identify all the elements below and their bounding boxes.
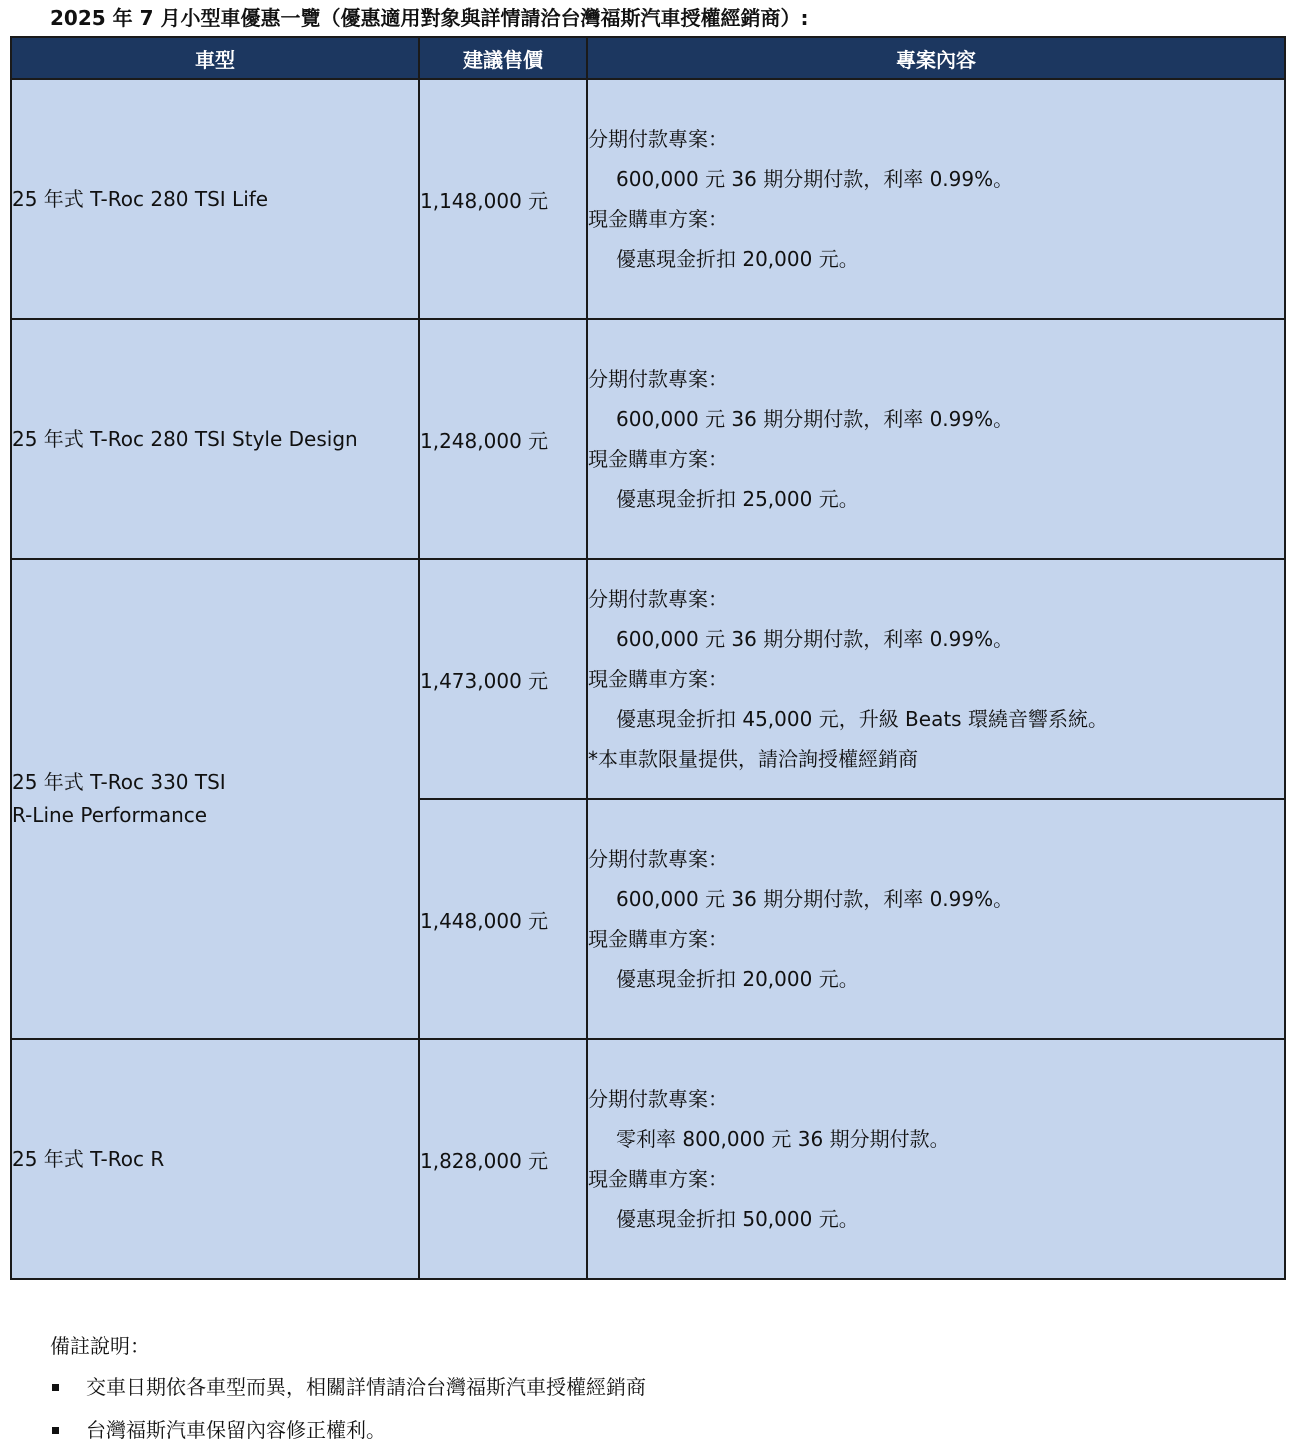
content-line: 600,000 元 36 期分期付款，利率 0.99%。	[616, 407, 1014, 431]
remark-text: 台灣福斯汽車保留內容修正權利。	[86, 1418, 386, 1442]
content-note: *本車款限量提供，請洽詢授權經銷商	[588, 747, 918, 771]
content-line: 分期付款專案：	[588, 367, 728, 391]
table-row	[11, 559, 1285, 799]
remark-item	[50, 1409, 646, 1452]
square-bullet-icon	[52, 1384, 59, 1391]
content-line: 600,000 元 36 期分期付款，利率 0.99%。	[616, 627, 1014, 651]
content-line: 現金購車方案：	[588, 667, 728, 691]
content-line: 優惠現金折扣 25,000 元。	[616, 487, 859, 511]
content-line: 分期付款專案：	[588, 587, 728, 611]
table-row	[11, 79, 1285, 319]
header-model: 車型	[11, 37, 419, 79]
content-line: 600,000 元 36 期分期付款，利率 0.99%。	[616, 167, 1014, 191]
content-line: 優惠現金折扣 20,000 元。	[616, 967, 859, 991]
content-line: 現金購車方案：	[588, 447, 728, 471]
content-cell	[587, 559, 1285, 799]
content-line: 現金購車方案：	[588, 927, 728, 951]
content-line: 600,000 元 36 期分期付款，利率 0.99%。	[616, 887, 1014, 911]
model-line: 25 年式 T-Roc 330 TSI	[12, 770, 226, 794]
content-line: 現金購車方案：	[588, 1167, 728, 1191]
content-line: 優惠現金折扣 20,000 元。	[616, 247, 859, 271]
content-line: 優惠現金折扣 50,000 元。	[616, 1207, 859, 1231]
promo-table	[10, 36, 1286, 1280]
content-line: 分期付款專案：	[588, 1087, 728, 1111]
price-cell: 1,248,000 元	[419, 319, 587, 559]
price-cell: 1,473,000 元	[419, 559, 587, 799]
price-cell: 1,148,000 元	[419, 79, 587, 319]
model-cell	[11, 559, 419, 1039]
price-cell: 1,448,000 元	[419, 799, 587, 1039]
table-header-row	[11, 37, 1285, 79]
content-line: 現金購車方案：	[588, 207, 728, 231]
price-cell: 1,828,000 元	[419, 1039, 587, 1279]
content-cell	[587, 799, 1285, 1039]
remarks-section	[50, 1326, 646, 1452]
header-price: 建議售價	[419, 37, 587, 79]
model-cell: 25 年式 T-Roc 280 TSI Life	[11, 79, 419, 319]
remarks-heading: 備註說明：	[50, 1334, 150, 1358]
remark-text: 交車日期依各車型而異，相關詳情請洽台灣福斯汽車授權經銷商	[86, 1375, 646, 1399]
content-line: 分期付款專案：	[588, 127, 728, 151]
model-cell: 25 年式 T-Roc 280 TSI Style Design	[11, 319, 419, 559]
content-cell	[587, 1039, 1285, 1279]
remark-item	[50, 1366, 646, 1409]
content-line: 分期付款專案：	[588, 847, 728, 871]
model-cell: 25 年式 T-Roc R	[11, 1039, 419, 1279]
table-row	[11, 319, 1285, 559]
content-line: 零利率 800,000 元 36 期分期付款。	[616, 1127, 950, 1151]
page-title: 2025 年 7 月小型車優惠一覽（優惠適用對象與詳情請洽台灣福斯汽車授權經銷商）:	[50, 6, 809, 30]
content-line: 優惠現金折扣 45,000 元，升級 Beats 環繞音響系統。	[616, 707, 1108, 731]
model-line: R-Line Performance	[12, 803, 208, 827]
table-row	[11, 1039, 1285, 1279]
content-cell	[587, 79, 1285, 319]
header-content: 專案內容	[587, 37, 1285, 79]
content-cell	[587, 319, 1285, 559]
square-bullet-icon	[52, 1427, 59, 1434]
